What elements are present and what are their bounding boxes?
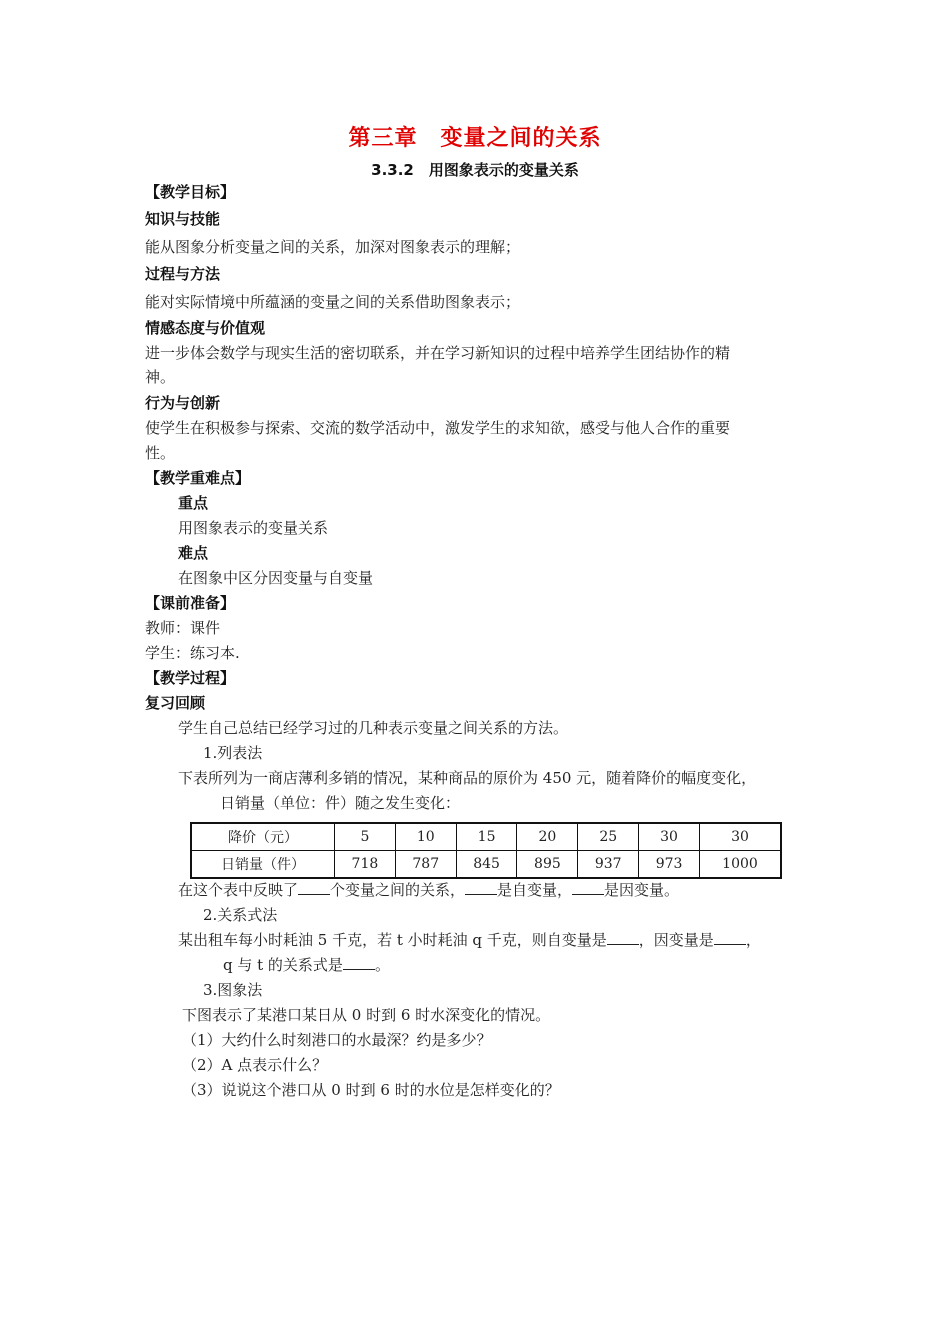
review-heading: 复习回顾: [145, 694, 206, 712]
fill-text: q 与 t 的关系式是: [223, 956, 343, 974]
question-relation-fill: [223, 955, 390, 975]
process-text: 能对实际情境中所蕴涵的变量之间的关系借助图象表示；: [145, 293, 521, 311]
question-taxi-fill: [178, 930, 761, 950]
table-cell: 降价（元）: [191, 823, 335, 851]
key-point-text: 用图象表示的变量关系: [178, 519, 329, 537]
fill-text: 某出租车每小时耗油 5 千克，若 t 小时耗油 q 千克，则自变量是: [178, 931, 607, 949]
question-table-fill: [178, 880, 679, 900]
behavior-text-line1: 使学生在积极参与探索、交流的数学活动中，激发学生的求知欲，感受与他人合作的重要: [145, 419, 731, 437]
section-subtitle: 3.3.2 用图象表示的变量关系: [371, 161, 579, 179]
question-2: （2）A 点表示什么？: [182, 1056, 328, 1074]
behavior-heading: 行为与创新: [145, 394, 221, 412]
prep-heading: 【课前准备】: [145, 594, 236, 612]
teaching-process-heading: 【教学过程】: [145, 669, 236, 687]
knowledge-heading: 知识与技能: [145, 210, 221, 228]
answer-blank[interactable]: [298, 880, 330, 895]
difficulty-label: 难点: [178, 544, 209, 562]
method-3-label: 3.图象法: [203, 981, 263, 999]
method-1-text-line2: 日销量（单位：件）随之发生变化：: [220, 794, 461, 812]
fill-text: 个变量之间的关系，: [330, 881, 466, 899]
behavior-text-line2: 性。: [145, 444, 176, 462]
prep-teacher: 教师：课件: [145, 619, 221, 637]
table-cell: 25: [578, 823, 639, 851]
fill-text: ，因变量是: [638, 931, 714, 949]
method-1-text-line1: 下表所列为一商店薄利多销的情况，某种商品的原价为 450 元，随着降价的幅度变化，: [178, 769, 757, 787]
fill-text: 在这个表中反映了: [178, 881, 299, 899]
table-cell: 787: [395, 851, 456, 879]
table-cell: 30: [699, 823, 781, 851]
question-3: （3）说说这个港口从 0 时到 6 时的水位是怎样变化的？: [182, 1081, 560, 1099]
table-cell: 20: [517, 823, 578, 851]
table-row: [191, 823, 781, 851]
method-1-label: 1.列表法: [203, 744, 263, 762]
method-2-label: 2.关系式法: [203, 906, 278, 924]
difficulty-text: 在图象中区分因变量与自变量: [178, 569, 374, 587]
question-1: （1）大约什么时刻港口的水最深？约是多少？: [182, 1031, 492, 1049]
answer-blank[interactable]: [343, 955, 375, 970]
goals-heading: 【教学目标】: [145, 183, 236, 201]
table-cell: 30: [639, 823, 700, 851]
price-sales-table: [190, 822, 782, 879]
table-row: [191, 851, 781, 879]
key-heading: 【教学重难点】: [145, 469, 251, 487]
table-cell: 5: [335, 823, 396, 851]
answer-blank[interactable]: [714, 930, 746, 945]
key-point-label: 重点: [178, 494, 209, 512]
table-cell: 895: [517, 851, 578, 879]
emotion-text-line2: 神。: [145, 368, 176, 386]
table-cell: 845: [456, 851, 517, 879]
knowledge-text: 能从图象分析变量之间的关系，加深对图象表示的理解；: [145, 238, 521, 256]
table-cell: 1000: [699, 851, 781, 879]
process-heading: 过程与方法: [145, 265, 221, 283]
table-cell: 10: [395, 823, 456, 851]
method-3-text: 下图表示了某港口某日从 0 时到 6 时水深变化的情况。: [182, 1006, 551, 1024]
answer-blank[interactable]: [465, 880, 497, 895]
fill-text: 。: [374, 956, 390, 974]
emotion-text-line1: 进一步体会数学与现实生活的密切联系，并在学习新知识的过程中培养学生团结协作的精: [145, 344, 731, 362]
table-cell: 973: [639, 851, 700, 879]
prep-student: 学生：练习本.: [145, 644, 240, 662]
fill-text: 是自变量，: [497, 881, 573, 899]
table-cell: 日销量（件）: [191, 851, 335, 879]
answer-blank[interactable]: [572, 880, 604, 895]
table-cell: 15: [456, 823, 517, 851]
fill-text: 是因变量。: [604, 881, 680, 899]
emotion-heading: 情感态度与价值观: [145, 319, 266, 337]
chapter-title: 第三章 变量之间的关系: [348, 126, 602, 151]
review-intro: 学生自己总结已经学习过的几种表示变量之间关系的方法。: [178, 719, 569, 737]
table-cell: 718: [335, 851, 396, 879]
fill-text: ，: [745, 931, 761, 949]
table-cell: 937: [578, 851, 639, 879]
answer-blank[interactable]: [607, 930, 639, 945]
